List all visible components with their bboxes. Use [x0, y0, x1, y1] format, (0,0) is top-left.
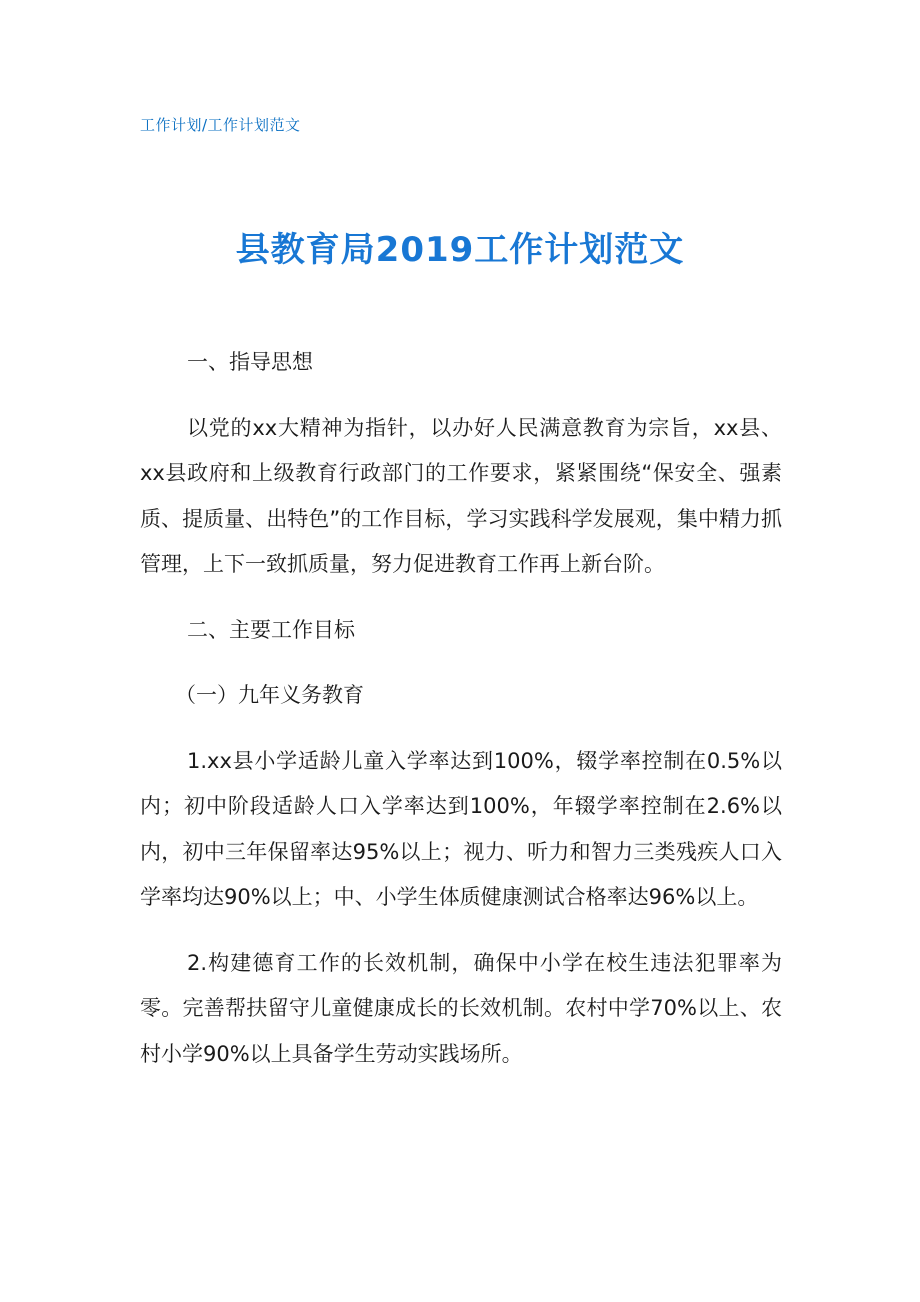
subsection-heading-compulsory-education: （一）九年义务教育 [175, 683, 364, 707]
breadcrumb[interactable]: 工作计划/工作计划范文 [140, 116, 301, 134]
section-heading-guiding-ideology: 一、指导思想 [187, 350, 313, 374]
paragraph-item-2: 2.构建德育工作的长效机制，确保中小学在校生违法犯罪率为零。完善帮扶留守儿童健康成长的长效机制。农村中学70%以上、农村小学90%以上具备学生劳动实践场所。 [140, 950, 782, 1066]
section-heading-main-goals: 二、主要工作目标 [187, 617, 355, 642]
paragraph-guiding-ideology: 以党的xx大精神为指针，以办好人民满意教育为宗旨，xx县、xx县政府和上级教育行政部门的工作要求，紧紧围绕“保安全、强素质、提质量、出特色”的工作目标，学习实践科学发展观，集中精力抓管理，上下一致抓质量，努力促进教育工作再上新台阶。 [140, 415, 782, 576]
page-title: 县教育局2019工作计划范文 [235, 230, 685, 270]
paragraph-item-1: 1.xx县小学适龄儿童入学率达到100%，辍学率控制在0.5%以内；初中阶段适龄人口入学率达到100%，年辍学率控制在2.6%以内，初中三年保留率达95%以上；视力、听力和智力三类残疾人口入学率均达90%以上；中、小学生体质健康测试合格率达96%以上。 [140, 748, 782, 909]
document-body [140, 340, 782, 1077]
